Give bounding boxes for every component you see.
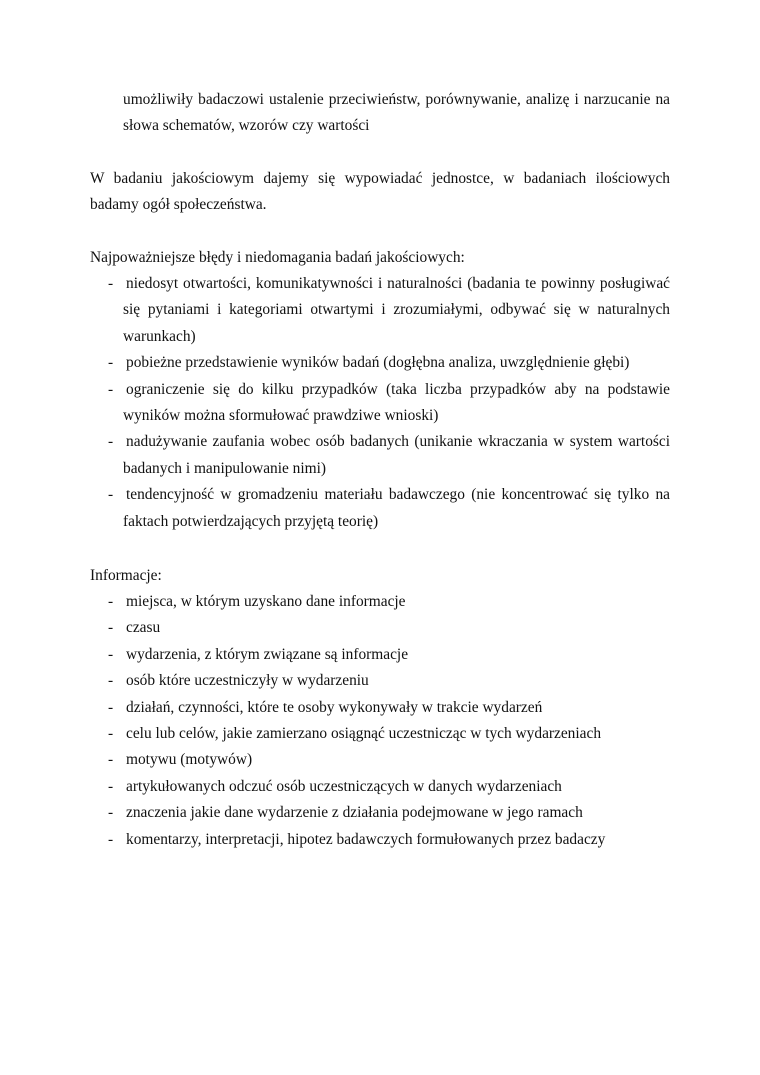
list-item-line: osób które uczestniczyły w wydarzeniu [126, 672, 369, 690]
dash-bullet: - [108, 645, 114, 663]
dash-bullet: - [108, 433, 114, 451]
list-item-line: ograniczenie się do kilku przypadków (taka liczba przypadków aby na podstawie [126, 380, 670, 398]
dash-bullet: - [108, 804, 114, 822]
dash-bullet: - [108, 777, 114, 795]
info-heading: Informacje: [90, 567, 162, 584]
list-item-line: komentarzy, interpretacji, hipotez badawczych formułowanych przez badaczy [126, 830, 606, 848]
list-item [90, 695, 670, 721]
qualitative-paragraph [90, 166, 670, 219]
dash-bullet: - [108, 751, 114, 769]
list-item [90, 642, 670, 668]
list-item [90, 615, 670, 641]
errors-heading-block [90, 245, 670, 271]
list-item-line: się pytaniami i kategoriami otwartymi i zrozumiałymi, odbywać się w naturalnych [123, 301, 670, 319]
list-item [90, 482, 670, 535]
list-item [90, 774, 670, 800]
paragraph-line-1: W badaniu jakościowym dajemy się wypowiadać jednostce, w badaniach ilościowych [90, 170, 670, 187]
list-item-line: niedosyt otwartości, komunikatywności i naturalności (badania te powinny posługiwać [126, 275, 670, 292]
intro-line-1: umożliwiły badaczowi ustalenie przeciwieństw, porównywanie, analizę i narzucanie na [123, 91, 670, 108]
dash-bullet: - [108, 275, 114, 292]
list-item-line: celu lub celów, jakie zamierzano osiągnąć uczestnicząc w tych wydarzeniach [126, 724, 602, 742]
dash-bullet: - [108, 354, 114, 372]
list-item-line: wyników można sformułować prawdziwe wnioski) [123, 406, 439, 424]
list-item [90, 429, 670, 482]
list-item-line: czasu [126, 619, 161, 637]
errors-list [90, 271, 670, 535]
list-item-line: badanych i manipulowanie nimi) [123, 459, 327, 477]
list-item-line: znaczenia jakie dane wydarzenie z działania podejmowane w jego ramach [126, 804, 583, 822]
dash-bullet: - [108, 672, 114, 690]
list-item-line: pobieżne przedstawienie wyników badań (dogłębna analiza, uwzględnienie głębi) [126, 354, 630, 372]
list-item [90, 668, 670, 694]
intro-continuation [90, 87, 670, 140]
list-item [90, 377, 670, 430]
list-item [90, 271, 670, 350]
list-item-line: miejsca, w którym uzyskano dane informacje [126, 593, 406, 610]
info-list [90, 589, 670, 853]
list-item-line: motywu (motywów) [126, 751, 253, 769]
list-item-line: faktach potwierdzających przyjętą teorię) [123, 512, 379, 530]
errors-heading: Najpoważniejsze błędy i niedomagania badań jakościowych: [90, 249, 465, 266]
list-item-line: nadużywanie zaufania wobec osób badanych (unikanie wkraczania w system wartości [126, 433, 670, 451]
paragraph-line-2: badamy ogół społeczeństwa. [90, 196, 267, 214]
dash-bullet: - [108, 380, 114, 398]
list-item [90, 721, 670, 747]
dash-bullet: - [108, 486, 114, 504]
intro-line-2: słowa schematów, wzorów czy wartości [123, 117, 370, 135]
dash-bullet: - [108, 830, 114, 848]
dash-bullet: - [108, 698, 114, 716]
dash-bullet: - [108, 724, 114, 742]
list-item-line: wydarzenia, z którym związane są informacje [126, 645, 409, 663]
info-heading-block [90, 563, 670, 589]
list-item [90, 827, 670, 853]
list-item [90, 747, 670, 773]
list-item-line: artykułowanych odczuć osób uczestniczących w danych wydarzeniach [126, 777, 562, 795]
list-item-line: działań, czynności, które te osoby wykonywały w trakcie wydarzeń [126, 698, 543, 716]
dash-bullet: - [108, 619, 114, 637]
list-item [90, 350, 670, 376]
list-item-line: warunkach) [123, 327, 196, 345]
list-item [90, 589, 670, 615]
dash-bullet: - [108, 593, 114, 610]
list-item-line: tendencyjność w gromadzeniu materiału badawczego (nie koncentrować się tylko na [126, 486, 670, 504]
list-item [90, 800, 670, 826]
